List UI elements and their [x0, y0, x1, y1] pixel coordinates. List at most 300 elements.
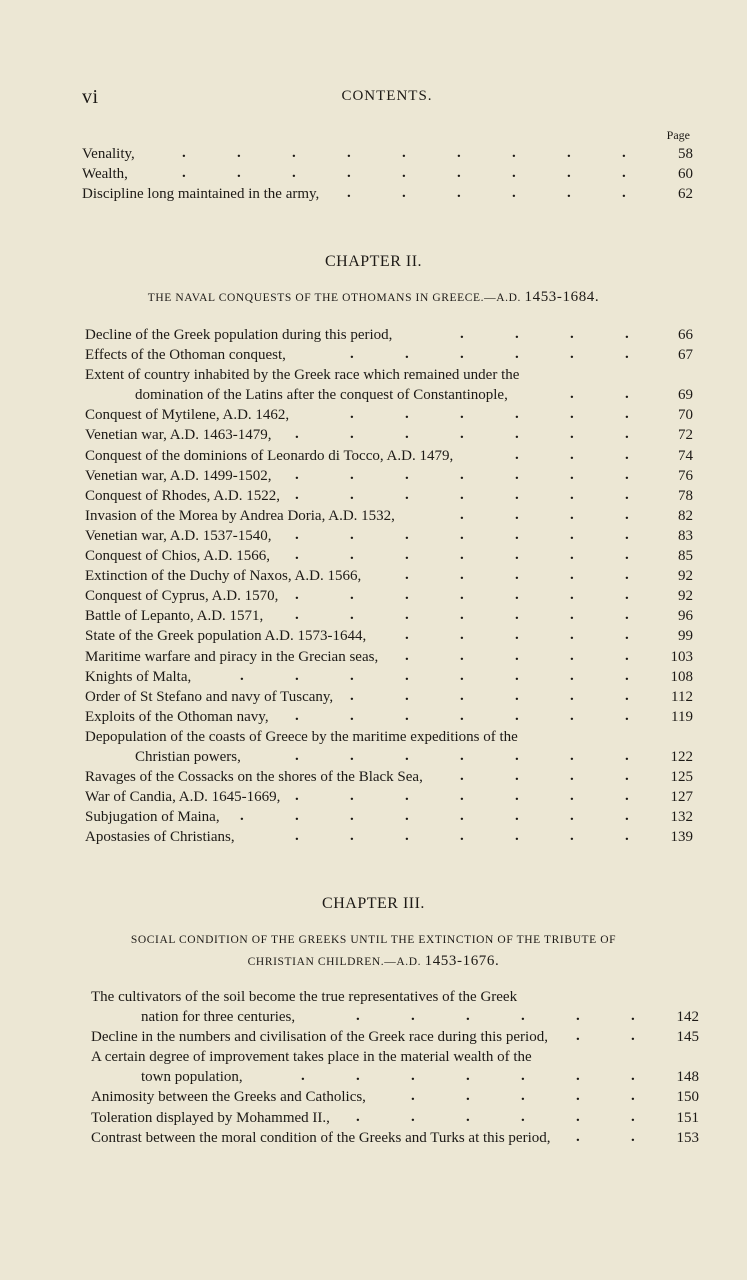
leader-dot: . [515, 768, 519, 785]
page-column-label: Page [666, 128, 690, 142]
leader-dot: . [570, 808, 574, 825]
toc-entry-page: 70 [678, 407, 693, 424]
leader-dot: . [570, 486, 574, 503]
toc-entry [91, 1067, 699, 1087]
toc-entry-text: nation for three centuries, [141, 1009, 296, 1026]
toc-entry [91, 1108, 699, 1128]
leader-dot: . [515, 808, 519, 825]
leader-dot: . [512, 165, 516, 182]
toc-continued-list [82, 144, 693, 204]
toc-entry [91, 1027, 699, 1047]
toc-entry-text: Conquest of Cyprus, A.D. 1570, [85, 588, 279, 605]
leader-dot: . [460, 627, 464, 644]
leader-dot: . [576, 1068, 580, 1085]
leader-dot: . [405, 426, 409, 443]
toc-entry [85, 767, 693, 787]
leader-dot: . [515, 587, 519, 604]
leader-dot: . [515, 647, 519, 664]
leader-dot: . [570, 747, 574, 764]
toc-entry-page: 99 [678, 628, 693, 645]
leader-dot: . [411, 1008, 415, 1025]
toc-entry-page: 127 [670, 789, 693, 806]
leader-dot: . [625, 667, 629, 684]
toc-entry-text: Contrast between the moral condition of the Greeks and Turks at this period, [91, 1129, 551, 1146]
leader-dot: . [625, 386, 629, 403]
leader-dot: . [625, 587, 629, 604]
leader-dot: . [625, 627, 629, 644]
leader-dot: . [457, 185, 461, 202]
leader-dot: . [521, 1068, 525, 1085]
leader-dot: . [405, 808, 409, 825]
toc-entry-text: Decline of the Greek population during this period, [85, 327, 393, 343]
running-title: CONTENTS. [341, 88, 433, 104]
chapter-3-subtitle-text: CHRISTIAN CHILDREN.—A.D. [247, 956, 425, 968]
toc-entry-text: Depopulation of the coasts of Greece by the maritime expeditions of the [85, 728, 518, 745]
toc-entry [85, 687, 693, 707]
toc-entry [85, 606, 693, 626]
leader-dot: . [570, 567, 574, 584]
leader-dot: . [515, 406, 519, 423]
leader-dot: . [460, 426, 464, 443]
leader-dot: . [515, 687, 519, 704]
toc-entry-text: State of the Greek population A.D. 1573-1644, [85, 628, 367, 645]
leader-dot: . [570, 667, 574, 684]
toc-entry [85, 385, 693, 405]
leader-dot: . [570, 386, 574, 403]
leader-dot: . [576, 1108, 580, 1125]
toc-entry [85, 345, 693, 365]
leader-dot: . [295, 526, 299, 543]
leader-dot: . [460, 466, 464, 483]
leader-dot: . [625, 607, 629, 624]
toc-entry [85, 667, 693, 687]
leader-dot: . [515, 567, 519, 584]
leader-dot: . [512, 185, 516, 202]
toc-entry [85, 707, 693, 727]
leader-dot: . [460, 687, 464, 704]
leader-dot: . [521, 1008, 525, 1025]
leader-dot: . [460, 326, 464, 342]
toc-entry-text: Venetian war, A.D. 1537-1540, [85, 527, 272, 544]
leader-dot: . [460, 667, 464, 684]
leader-dot: . [405, 346, 409, 363]
toc-entry-text: domination of the Latins after the conquest of Constantinople, [135, 387, 508, 404]
leader-dot: . [631, 1008, 635, 1025]
toc-entry-text: Wealth, [82, 166, 128, 183]
leader-dot: . [350, 486, 354, 503]
leader-dot: . [570, 466, 574, 483]
chapter-3-toc [91, 987, 699, 1148]
toc-entry-page: 148 [676, 1069, 699, 1086]
leader-dot: . [515, 526, 519, 543]
leader-dot: . [405, 547, 409, 564]
toc-entry-page: 85 [678, 548, 693, 565]
leader-dot: . [347, 145, 351, 161]
toc-entry-page: 125 [670, 769, 693, 786]
leader-dot: . [460, 567, 464, 584]
toc-entry-text: Order of St Stefano and navy of Tuscany, [85, 688, 334, 705]
leader-dot: . [292, 145, 296, 161]
leader-dot: . [460, 506, 464, 523]
leader-dot: . [631, 1128, 635, 1145]
toc-entry-page: 62 [678, 186, 693, 203]
leader-dot: . [631, 1068, 635, 1085]
leader-dot: . [350, 667, 354, 684]
leader-dot: . [631, 1028, 635, 1045]
leader-dot: . [570, 446, 574, 463]
toc-entry-page: 58 [678, 146, 693, 162]
leader-dot: . [460, 647, 464, 664]
toc-entry [85, 586, 693, 606]
toc-entry [82, 144, 693, 164]
toc-entry [91, 1087, 699, 1107]
toc-entry [91, 1007, 699, 1027]
toc-entry-page: 132 [670, 809, 693, 826]
leader-dot: . [567, 145, 571, 161]
toc-entry-page: 145 [676, 1029, 699, 1046]
leader-dot: . [570, 426, 574, 443]
toc-entry-text: War of Candia, A.D. 1645-1669, [85, 789, 281, 806]
leader-dot: . [295, 466, 299, 483]
leader-dot: . [457, 145, 461, 161]
leader-dot: . [405, 486, 409, 503]
toc-entry [85, 566, 693, 586]
leader-dot: . [405, 788, 409, 805]
toc-entry-text: Christian powers, [135, 748, 241, 765]
toc-entry [85, 506, 693, 526]
leader-dot: . [460, 587, 464, 604]
toc-entry-text: Exploits of the Othoman navy, [85, 708, 269, 725]
leader-dot: . [405, 667, 409, 684]
toc-entry-page: 60 [678, 166, 693, 183]
leader-dot: . [625, 486, 629, 503]
toc-entry [85, 486, 693, 506]
toc-entry-page: 112 [671, 688, 693, 705]
toc-entry-text: Knights of Malta, [85, 668, 192, 685]
leader-dot: . [350, 426, 354, 443]
toc-entry [91, 987, 699, 1007]
toc-entry-text: Maritime warfare and piracy in the Grecian seas, [85, 648, 379, 665]
leader-dot: . [182, 165, 186, 182]
leader-dot: . [411, 1108, 415, 1125]
leader-dot: . [570, 607, 574, 624]
toc-entry-page: 139 [670, 829, 693, 846]
leader-dot: . [350, 346, 354, 363]
toc-entry-text: Venetian war, A.D. 1463-1479, [85, 427, 272, 444]
leader-dot: . [570, 346, 574, 363]
leader-dot: . [570, 587, 574, 604]
toc-entry [85, 365, 693, 385]
toc-entry-text: Discipline long maintained in the army, [82, 186, 320, 203]
leader-dot: . [570, 326, 574, 342]
leader-dot: . [402, 185, 406, 202]
leader-dot: . [295, 667, 299, 684]
leader-dot: . [295, 808, 299, 825]
leader-dot: . [460, 526, 464, 543]
leader-dot: . [347, 185, 351, 202]
leader-dot: . [460, 747, 464, 764]
toc-entry-text: Extinction of the Duchy of Naxos, A.D. 1566, [85, 568, 362, 585]
leader-dot: . [356, 1108, 360, 1125]
leader-dot: . [240, 667, 244, 684]
leader-dot: . [182, 145, 186, 161]
toc-entry-text: The cultivators of the soil become the true representatives of the Greek [91, 989, 518, 1005]
leader-dot: . [405, 587, 409, 604]
chapter-2-subtitle [0, 289, 747, 306]
toc-entry-page: 82 [678, 507, 693, 524]
leader-dot: . [515, 346, 519, 363]
leader-dot: . [515, 326, 519, 342]
leader-dot: . [570, 687, 574, 704]
leader-dot: . [460, 406, 464, 423]
leader-dot: . [350, 828, 354, 845]
leader-dot: . [295, 828, 299, 845]
toc-entry-page: 122 [670, 748, 693, 765]
leader-dot: . [515, 607, 519, 624]
leader-dot: . [515, 828, 519, 845]
toc-entry-page: 108 [670, 668, 693, 685]
leader-dot: . [295, 426, 299, 443]
toc-entry-text: Battle of Lepanto, A.D. 1571, [85, 608, 264, 625]
toc-entry-text: Conquest of Chios, A.D. 1566, [85, 548, 271, 565]
leader-dot: . [405, 567, 409, 584]
leader-dot: . [460, 486, 464, 503]
toc-entry-text: Venetian war, A.D. 1499-1502, [85, 467, 272, 484]
toc-entry [85, 787, 693, 807]
leader-dot: . [350, 707, 354, 724]
toc-entry [85, 425, 693, 445]
leader-dot: . [515, 426, 519, 443]
leader-dot: . [466, 1108, 470, 1125]
leader-dot: . [570, 828, 574, 845]
leader-dot: . [237, 145, 241, 161]
toc-entry-text: Animosity between the Greeks and Catholics, [91, 1089, 366, 1106]
leader-dot: . [350, 607, 354, 624]
toc-entry-page: 78 [678, 487, 693, 504]
toc-entry [85, 827, 693, 847]
toc-entry-text: Apostasies of Christians, [85, 829, 235, 846]
leader-dot: . [350, 466, 354, 483]
chapter-3-subtitle-line-1: SOCIAL CONDITION OF THE GREEKS UNTIL THE EXTINCTION OF THE TRIBUTE OF [130, 934, 617, 946]
leader-dot: . [350, 808, 354, 825]
leader-dot: . [570, 547, 574, 564]
leader-dot: . [356, 1068, 360, 1085]
leader-dot: . [622, 145, 626, 161]
leader-dot: . [460, 788, 464, 805]
toc-entry [82, 184, 693, 204]
leader-dot: . [625, 326, 629, 342]
leader-dot: . [295, 486, 299, 503]
toc-entry [82, 164, 693, 184]
leader-dot: . [570, 788, 574, 805]
leader-dot: . [515, 627, 519, 644]
leader-dot: . [350, 747, 354, 764]
leader-dot: . [405, 647, 409, 664]
leader-dot: . [570, 406, 574, 423]
leader-dot: . [350, 547, 354, 564]
toc-entry-page: 76 [678, 467, 693, 484]
leader-dot: . [460, 607, 464, 624]
leader-dot: . [515, 466, 519, 483]
leader-dot: . [625, 466, 629, 483]
leader-dot: . [295, 547, 299, 564]
chapter-3-title: CHAPTER III. [322, 895, 425, 912]
leader-dot: . [295, 607, 299, 624]
leader-dot: . [460, 768, 464, 785]
leader-dot: . [515, 446, 519, 463]
leader-dot: . [625, 788, 629, 805]
leader-dot: . [295, 587, 299, 604]
leader-dot: . [576, 1028, 580, 1045]
leader-dot: . [515, 747, 519, 764]
leader-dot: . [631, 1108, 635, 1125]
leader-dot: . [625, 547, 629, 564]
leader-dot: . [570, 506, 574, 523]
leader-dot: . [576, 1008, 580, 1025]
toc-entry-text: Conquest of Mytilene, A.D. 1462, [85, 407, 290, 424]
toc-entry-text: town population, [141, 1069, 243, 1086]
toc-entry-page: 69 [678, 387, 693, 404]
leader-dot: . [405, 828, 409, 845]
leader-dot: . [622, 165, 626, 182]
leader-dot: . [570, 768, 574, 785]
toc-entry-page: 92 [678, 568, 693, 585]
leader-dot: . [515, 788, 519, 805]
leader-dot: . [347, 165, 351, 182]
toc-entry-text: Extent of country inhabited by the Greek race which remained under the [85, 367, 520, 384]
leader-dot: . [405, 687, 409, 704]
leader-dot: . [515, 707, 519, 724]
toc-entry-page: 103 [670, 648, 693, 665]
leader-dot: . [631, 1088, 635, 1105]
toc-entry [85, 807, 693, 827]
toc-entry-page: 119 [671, 708, 693, 725]
toc-entry-text: Venality, [82, 146, 135, 162]
leader-dot: . [576, 1088, 580, 1105]
toc-entry-text: Toleration displayed by Mohammed II., [91, 1109, 330, 1126]
toc-entry [85, 546, 693, 566]
toc-entry [91, 1128, 699, 1148]
toc-entry [85, 405, 693, 425]
toc-entry-text: A certain degree of improvement takes place in the material wealth of the [91, 1049, 532, 1066]
leader-dot: . [301, 1068, 305, 1085]
toc-entry-page: 96 [678, 608, 693, 625]
leader-dot: . [405, 627, 409, 644]
leader-dot: . [460, 346, 464, 363]
leader-dot: . [295, 747, 299, 764]
leader-dot: . [625, 687, 629, 704]
leader-dot: . [567, 185, 571, 202]
leader-dot: . [466, 1068, 470, 1085]
toc-entry-page: 74 [678, 447, 693, 464]
toc-entry [85, 466, 693, 486]
toc-entry-page: 150 [676, 1089, 699, 1106]
leader-dot: . [625, 808, 629, 825]
toc-entry-text: Subjugation of Maina, [85, 809, 220, 826]
leader-dot: . [625, 707, 629, 724]
leader-dot: . [515, 667, 519, 684]
leader-dot: . [411, 1088, 415, 1105]
toc-entry-text: Decline in the numbers and civilisation of the Greek race during this period, [91, 1029, 548, 1046]
leader-dot: . [515, 506, 519, 523]
toc-entry-page: 142 [676, 1009, 699, 1026]
leader-dot: . [567, 165, 571, 182]
leader-dot: . [512, 145, 516, 161]
leader-dot: . [292, 165, 296, 182]
leader-dot: . [466, 1088, 470, 1105]
leader-dot: . [402, 145, 406, 161]
toc-entry-page: 92 [678, 588, 693, 605]
leader-dot: . [411, 1068, 415, 1085]
leader-dot: . [515, 486, 519, 503]
leader-dot: . [405, 607, 409, 624]
leader-dot: . [237, 165, 241, 182]
leader-dot: . [570, 647, 574, 664]
leader-dot: . [405, 526, 409, 543]
leader-dot: . [625, 768, 629, 785]
leader-dot: . [625, 526, 629, 543]
leader-dot: . [515, 547, 519, 564]
toc-entry-page: 66 [678, 327, 693, 343]
leader-dot: . [350, 788, 354, 805]
toc-entry [85, 747, 693, 767]
leader-dot: . [405, 406, 409, 423]
leader-dot: . [402, 165, 406, 182]
chapter-2-toc [85, 325, 693, 847]
leader-dot: . [625, 426, 629, 443]
leader-dot: . [625, 506, 629, 523]
leader-dot: . [350, 587, 354, 604]
toc-entry-page: 153 [676, 1129, 699, 1146]
leader-dot: . [625, 346, 629, 363]
chapter-2-subtitle-years: 1453-1684. [524, 289, 600, 305]
chapter-3-subtitle-years: 1453-1676. [424, 953, 500, 969]
leader-dot: . [356, 1008, 360, 1025]
leader-dot: . [405, 707, 409, 724]
leader-dot: . [570, 627, 574, 644]
toc-entry-page: 151 [676, 1109, 699, 1126]
chapter-3-subtitle-line-2 [0, 953, 747, 970]
leader-dot: . [295, 707, 299, 724]
toc-entry-text: Conquest of the dominions of Leonardo di Tocco, A.D. 1479, [85, 447, 454, 464]
leader-dot: . [521, 1108, 525, 1125]
leader-dot: . [625, 747, 629, 764]
leader-dot: . [405, 747, 409, 764]
toc-entry [85, 727, 693, 747]
leader-dot: . [350, 526, 354, 543]
leader-dot: . [460, 828, 464, 845]
toc-entry-text: Ravages of the Cossacks on the shores of the Black Sea, [85, 769, 423, 786]
leader-dot: . [460, 808, 464, 825]
chapter-2-title: CHAPTER II. [324, 253, 423, 270]
leader-dot: . [625, 647, 629, 664]
toc-entry [85, 626, 693, 646]
toc-entry-page: 83 [678, 527, 693, 544]
page-number: vi [82, 86, 99, 108]
leader-dot: . [350, 406, 354, 423]
leader-dot: . [625, 828, 629, 845]
leader-dot: . [576, 1128, 580, 1145]
leader-dot: . [521, 1088, 525, 1105]
leader-dot: . [570, 707, 574, 724]
leader-dot: . [460, 707, 464, 724]
leader-dot: . [625, 406, 629, 423]
leader-dot: . [460, 547, 464, 564]
toc-entry [91, 1047, 699, 1067]
leader-dot: . [405, 466, 409, 483]
toc-entry [85, 446, 693, 466]
leader-dot: . [295, 788, 299, 805]
